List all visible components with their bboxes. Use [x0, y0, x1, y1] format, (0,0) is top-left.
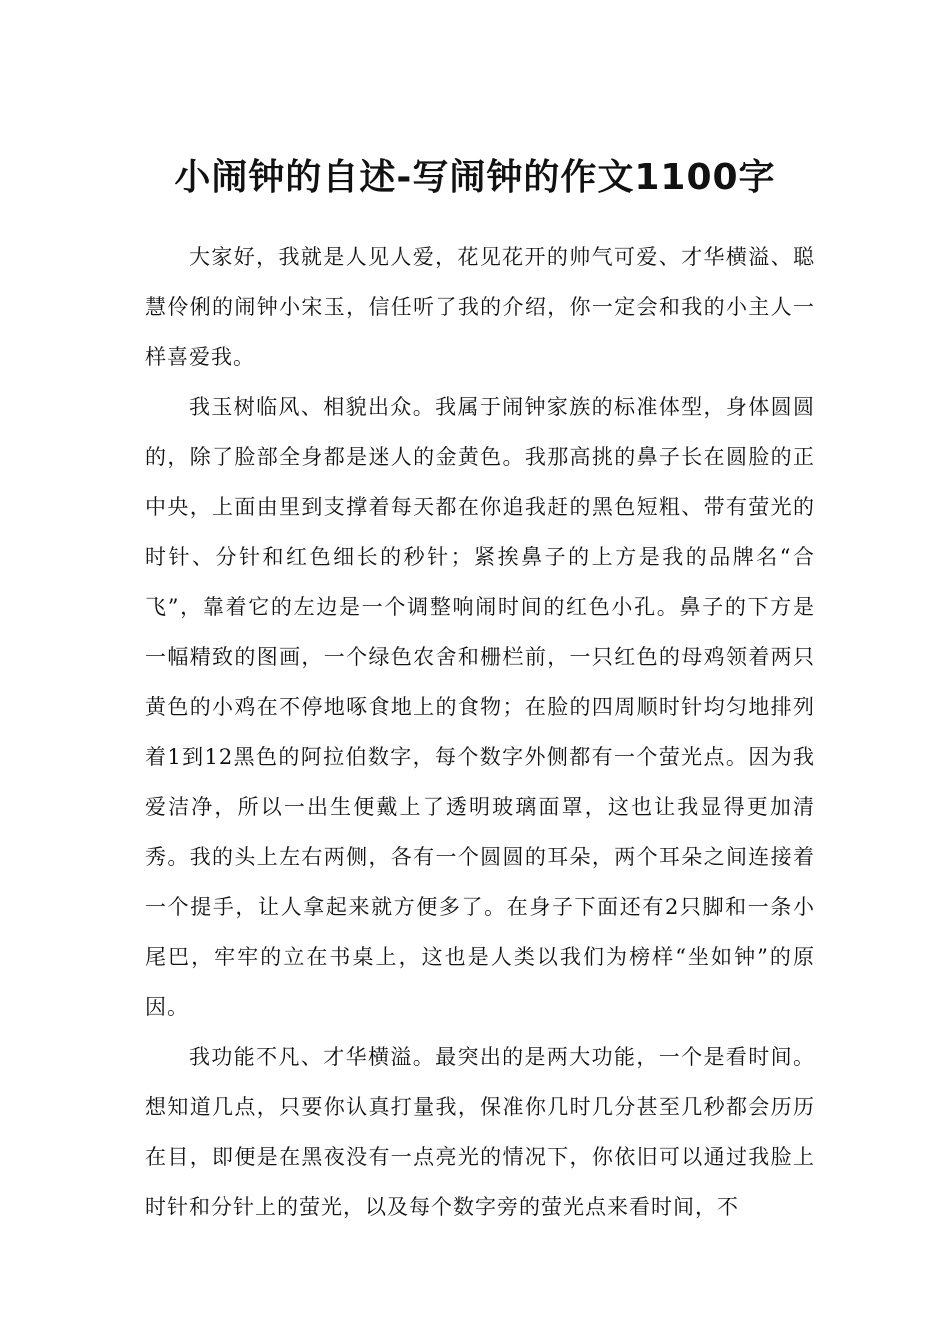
document-title: 小闹钟的自述-写闹钟的作文1100字 — [174, 157, 776, 199]
paragraph-intro: 大家好，我就是人见人爱，花见花开的帅气可爱、才华横溢、聪慧伶俐的闹钟小宋玉，信任听了我的介绍，你一定会和我的小主人一样喜爱我。 — [145, 245, 815, 369]
paragraph-functions: 我功能不凡、才华横溢。最突出的是两大功能，一个是看时间。想知道几点，只要你认真打量我，保准你几时几分甚至几秒都会历历在目，即便是在黑夜没有一点亮光的情况下，你依旧可以通过我脸上时针和分针上的萤光，以及每个数字旁的萤光点来看时间，不 — [145, 1045, 815, 1219]
document-body — [145, 232, 815, 1232]
paragraph-appearance: 我玉树临风、相貌出众。我属于闹钟家族的标准体型，身体圆圆的，除了脸部全身都是迷人的金黄色。我那高挑的鼻子长在圆脸的正中央，上面由里到支撑着每天都在你追我赶的黑色短粗、带有萤光的时针、分针和红色细长的秒针；紧挨鼻子的上方是我的品牌名“合飞”，靠着它的左边是一个调整响闹时间的红色小孔。鼻子的下方是一幅精致的图画，一个绿色农舍和栅栏前，一只红色的母鸡领着两只黄色的小鸡在不停地啄食地上的食物；在脸的四周顺时针均匀地排列着1到12黑色的阿拉伯数字，每个数字外侧都有一个萤光点。因为我爱洁净，所以一出生便戴上了透明玻璃面罩，这也让我显得更加清秀。我的头上左右两侧，各有一个圆圆的耳朵，两个耳朵之间连接着一个提手，让人拿起来就方便多了。在身子下面还有2只脚和一条小尾巴，牢牢的立在书桌上，这也是人类以我们为榜样“坐如钟”的原因。 — [145, 395, 815, 1019]
